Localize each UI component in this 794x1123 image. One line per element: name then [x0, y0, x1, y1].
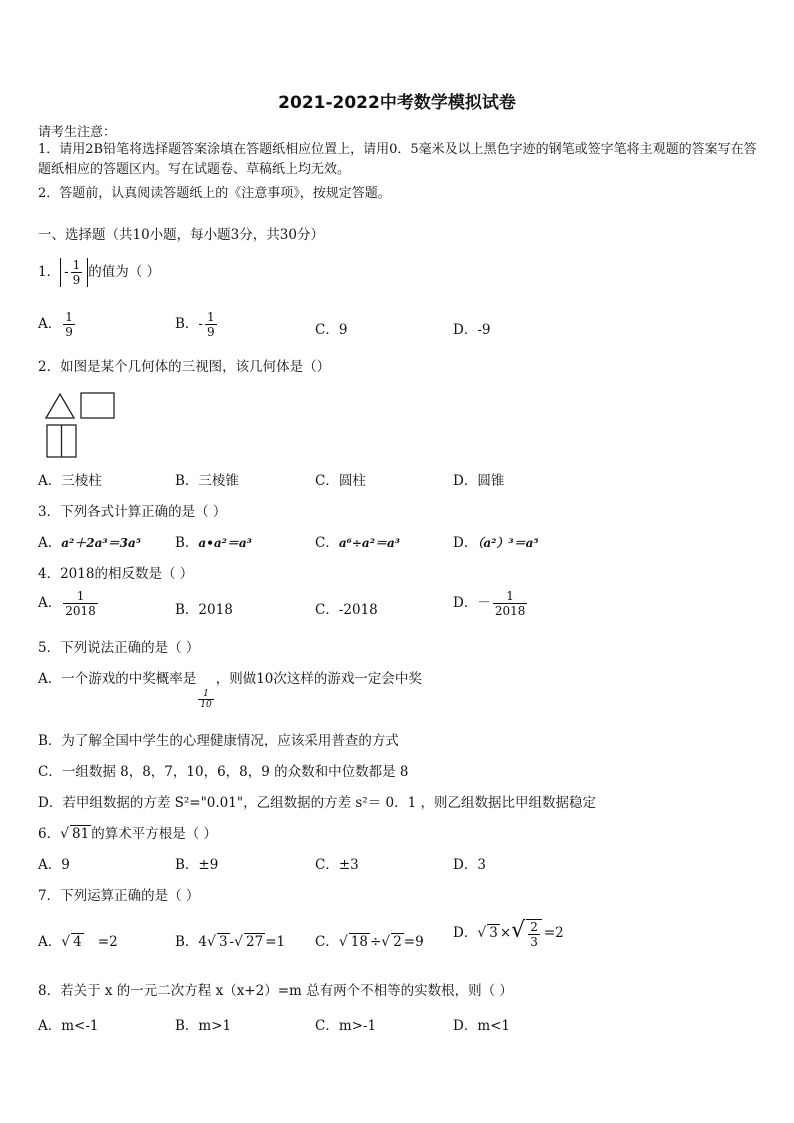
q1-option-c[interactable]: C．9: [315, 322, 348, 338]
numerator: 2: [530, 919, 538, 934]
operator: ×: [499, 925, 512, 941]
notice-line-1: 1．请用2B铅笔将选择题答案涂填在答题纸相应位置上，请用0．5毫米及以上黑色字迹的钢笔或签字笔将主观题的答案写在答题纸相应的答题区内。写在试题卷、草稿纸上均无效。: [38, 142, 757, 177]
q6-option-d[interactable]: D．3: [453, 857, 486, 873]
rectangle-view-icon: [81, 393, 114, 418]
option-label: B．-: [175, 316, 203, 332]
q2-option-a[interactable]: A．三棱柱: [38, 473, 102, 489]
question-6: [38, 822, 217, 842]
fraction: [493, 589, 528, 618]
denominator: 9: [65, 325, 73, 339]
radicand: 27: [246, 934, 264, 950]
square-root-sign: √: [60, 826, 70, 842]
numerator: 1: [506, 589, 514, 603]
q6-option-b[interactable]: B．±9: [175, 857, 219, 873]
operator: -: [229, 934, 235, 950]
q1-option-b[interactable]: [175, 310, 219, 339]
q1-option-a[interactable]: [38, 310, 77, 339]
q3-option-b[interactable]: [175, 531, 252, 551]
denominator: 9: [72, 273, 81, 287]
fraction: [71, 258, 83, 287]
q4-option-d[interactable]: [453, 589, 529, 618]
option-label: C．: [315, 934, 339, 950]
expression: a⁶÷a²＝a³: [338, 536, 400, 550]
question-3: 3．下列各式计算正确的是（ ）: [38, 504, 227, 520]
page-title: 2021-2022中考数学模拟试卷: [278, 93, 516, 113]
fraction: [526, 919, 542, 949]
q7-option-d[interactable]: [453, 918, 564, 949]
radicand: 2: [393, 934, 402, 950]
expression: =9: [403, 934, 424, 950]
q1-option-d[interactable]: D．-9: [453, 322, 491, 338]
fraction: [63, 310, 75, 339]
split-rectangle-view-icon: [47, 425, 76, 457]
expression: =2: [543, 925, 564, 941]
fraction: [63, 589, 98, 618]
option-label: A．: [38, 595, 62, 611]
question-1: [38, 258, 160, 287]
radicand: 4: [73, 934, 82, 950]
option-label: D．－: [453, 595, 491, 611]
square-root-sign: √: [338, 934, 348, 950]
radicand: 3: [218, 934, 228, 950]
denominator: 3: [530, 934, 538, 949]
q2-option-b[interactable]: B．三棱锥: [175, 473, 239, 489]
q8-option-d[interactable]: D．m<1: [453, 1018, 511, 1034]
question-7: 7．下列运算正确的是（ ）: [38, 888, 200, 904]
option-label: B．4: [175, 934, 208, 950]
numerator: 1: [72, 258, 81, 272]
q4-option-a[interactable]: [38, 589, 100, 618]
q5-option-c[interactable]: C．一组数据 8，8，7，10，6，8，9 的众数和中位数都是 8: [38, 764, 409, 780]
triangle-view-icon: [46, 394, 74, 418]
radicand: 81: [72, 826, 90, 842]
expression: =1: [265, 934, 286, 950]
fraction: [198, 689, 213, 710]
q6-option-a[interactable]: A．9: [38, 857, 70, 873]
option-text: ，则做10次这样的游戏一定会中奖: [215, 671, 422, 687]
q7-option-b[interactable]: [175, 930, 285, 950]
option-label: A．: [38, 316, 62, 332]
option-label: D．: [453, 535, 478, 551]
question-8: 8．若关于 x 的一元二次方程 x（x+2）=m 总有两个不相等的实数根，则（ ）: [38, 983, 513, 999]
denominator: 10: [200, 700, 212, 710]
square-root-sign: √: [234, 934, 244, 950]
square-root-sign: √: [511, 918, 526, 943]
question-text: 的算术平方根是（ ）: [91, 826, 217, 842]
square-root-sign: √: [477, 925, 487, 941]
numerator: 1: [203, 689, 209, 699]
operator: ÷: [369, 934, 382, 950]
option-text: A．一个游戏的中奖概率是: [38, 671, 197, 687]
expression: a•a²＝a³: [198, 536, 252, 550]
three-view-figure: [44, 390, 118, 460]
q6-option-c[interactable]: C．±3: [315, 857, 359, 873]
expression: =2: [97, 934, 118, 950]
question-number: 6．: [38, 826, 61, 842]
option-label: A．: [38, 934, 62, 950]
option-label: B．: [175, 535, 199, 551]
q5-option-a[interactable]: [38, 667, 422, 710]
numerator: 1: [206, 310, 215, 324]
q2-option-d[interactable]: D．圆锥: [453, 473, 505, 489]
square-root-sign: √: [381, 934, 391, 950]
square-root-sign: √: [61, 934, 71, 950]
q7-option-a[interactable]: [38, 930, 118, 950]
q8-option-a[interactable]: A．m<-1: [38, 1018, 99, 1034]
minus-sign: -: [64, 264, 69, 280]
q4-option-c[interactable]: C．-2018: [315, 602, 378, 618]
radicand: 3: [489, 925, 498, 941]
denominator: 2018: [494, 604, 526, 618]
denominator: 9: [206, 325, 215, 339]
question-text: 的值为（ ）: [88, 264, 161, 280]
numerator: 1: [65, 310, 73, 324]
question-4: 4．2018的相反数是（ ）: [38, 566, 194, 582]
option-label: D．: [453, 925, 478, 941]
absolute-value: [60, 258, 88, 287]
q4-option-b[interactable]: B．2018: [175, 602, 233, 618]
question-5: 5．下列说法正确的是（ ）: [38, 640, 200, 656]
q2-option-c[interactable]: C．圆柱: [315, 473, 366, 489]
q3-option-c[interactable]: [315, 531, 400, 551]
notice-heading: 请考生注意：: [38, 125, 117, 140]
q3-option-a[interactable]: [38, 531, 141, 551]
option-label: C．: [315, 535, 339, 551]
option-label: A．: [38, 535, 62, 551]
numerator: 1: [76, 589, 85, 603]
square-root-sign: √: [207, 934, 216, 950]
radicand: 18: [350, 934, 368, 950]
denominator: 2018: [65, 604, 96, 618]
question-number: 1．: [38, 264, 61, 280]
expression: a²＋2a³＝3a⁵: [61, 536, 142, 550]
expression: （a²）³＝a⁵: [477, 536, 539, 550]
q3-option-d[interactable]: [453, 531, 539, 551]
q8-option-b[interactable]: B．m>1: [175, 1018, 232, 1034]
fraction: [205, 310, 217, 339]
q5-option-d[interactable]: D．若甲组数据的方差 S²="0.01"，乙组数据的方差 s²＝ 0．1 ，则乙组数据比甲组数据稳定: [38, 795, 596, 811]
q8-option-c[interactable]: C．m>-1: [315, 1018, 377, 1034]
question-2: 2．如图是某个几何体的三视图，该几何体是（）: [38, 359, 331, 375]
notice-line-2: 2．答题前，认真阅读答题纸上的《注意事项》，按规定答题。: [38, 186, 391, 201]
section-heading: 一、选择题（共10小题，每小题3分，共30分）: [38, 227, 324, 243]
q7-option-c[interactable]: [315, 930, 424, 950]
q5-option-b[interactable]: B．为了解全国中学生的心理健康情况，应该采用普查的方式: [38, 733, 399, 749]
